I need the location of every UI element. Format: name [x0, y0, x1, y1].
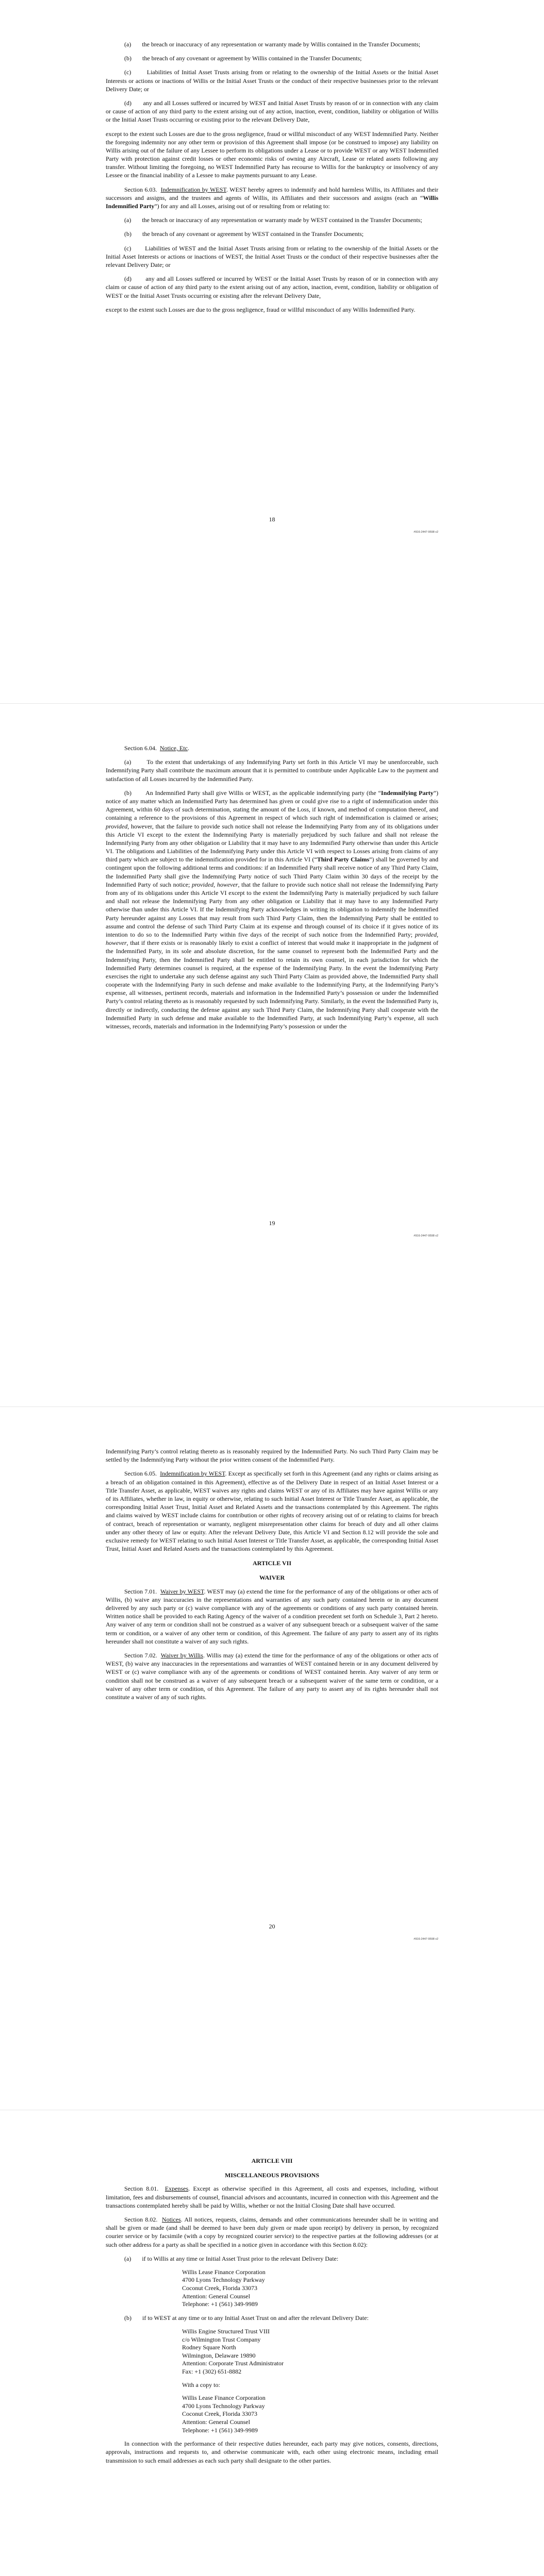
paragraph-except: except to the extent such Losses are due to the gross negligence, fraud or willful misconduct of any Willis Indemnified Party.	[106, 306, 416, 313]
section-text: . All notices, requests, claims, demands and other communications hereunder shall be in writing and shall be given or made (and shall be deemed to have been duly given or made upon receipt) by delivery in person, by recognized courier service or by facsimile (with a copy by recognized courier service) to the respective parties at the following addresses (or at such other address for a party as shall be specified in a notice given in accordance with this Section 8.02):	[106, 2215, 438, 2248]
address-line: 4700 Lyons Technology Parkway	[182, 2276, 265, 2284]
address-line: Attention: General Counsel	[182, 2292, 250, 2300]
text-run: ”) notice of any matter which an Indemnified Party has determined has given or could give rise to a right of indemnification under this Agreement, within 60 days of such determination, stating the amount of the Loss, if known, and method of computation thereof, and containing a reference to the provisions of this Agreement in respect of which such right of indemnification is claimed or arises;	[106, 789, 438, 822]
article-subheading: WAIVER	[259, 1574, 285, 1582]
paragraph-c: (c) Liabilities of WEST and the Initial Asset Trusts arising from or relating to the ownership of the Initial Assets or the Initial Asset Interests or actions or inactions of WEST, the Initial Asset Trusts or the conduct of their respective businesses after the relevant Delivery Date; or	[106, 244, 438, 268]
notice-b: (b) if to WEST at any time or to any Initial Asset Trust on and after the relevant Delivery Date:	[124, 2314, 369, 2321]
address-line: Attention: General Counsel	[182, 2418, 250, 2426]
paragraph-b: (b) the breach of any covenant or agreement by WEST contained in the Transfer Documents;	[124, 230, 364, 238]
section-number: Section 7.02.	[124, 1651, 157, 1659]
address-line: Willis Lease Finance Corporation	[182, 2268, 266, 2276]
address-line: Telephone: +1 (561) 349-9989	[182, 2300, 258, 2308]
page-18	[0, 0, 544, 703]
address-line: Willis Lease Finance Corporation	[182, 2394, 266, 2402]
section-8-01	[106, 2184, 438, 2210]
paragraph-c: (c) Liabilities of Initial Asset Trusts arising from or relating to the ownership of the Initial Assets or the Initial Asset Interests or actions or inactions of Willis or the Initial Asset Trusts or the conduct of their respective businesses prior to the relevant Delivery Date; or	[106, 69, 438, 93]
section-number: Section 8.01.	[124, 2185, 159, 2193]
section-title: Waiver by WEST	[160, 1587, 204, 1595]
text-run: , however, that the failure to provide such notice shall not release the Indemnifying Party from any of its obligations under this Article VI except to the extent the Indemnifying Party is materially prejudiced by such failure and shall not release the Indemnifying Party from any other obligation or Liability that it may have to any Indemnified Party otherwise than under this Article VI. The obligations and Liabilities of the Indemnifying Party under this Article VI with respect to Losses arising from claims of any third party which are subject to the indemnification provided for in this Article VI (“	[106, 822, 438, 863]
section-6-05	[106, 1469, 438, 1553]
page-number: 20	[269, 1923, 275, 1930]
document-id: #916-2447-9598 v2	[414, 1234, 438, 1238]
address-line: Coconut Creek, Florida 33073	[182, 2410, 257, 2418]
paragraph-d: (d) any and all Losses suffered or incurred by WEST and Initial Asset Trusts by reason of or in connection with any claim or cause of action of any third party to the extent arising out of any action, inaction, event, condition, liability or obligation of Willis or the Initial Asset Trusts occurring or existing prior to the relevant Delivery Date,	[106, 99, 438, 124]
section-text: . Except as otherwise specified in this Agreement, all costs and expenses, including, without limitation, fees and disbursements of counsel, financial advisors and accountants, incurred in connection with this Agreement and the transactions contemplated hereby shall be paid by Willis, whether or not the Initial Closing Date shall have occurred.	[106, 2185, 439, 2209]
paragraph-a: (a) the breach or inaccuracy of any representation or warranty made by Willis contained in the Transfer Documents;	[124, 41, 421, 48]
copy-label: With a copy to:	[182, 2381, 220, 2388]
paragraph-a: (a) To the extent that undertakings of any Indemnifying Party set forth in this Article VI may be unenforceable, such Indemnifying Party shall contribute the maximum amount that it is permitted to contribute under Applicable Law to the payment and satisfaction of all Losses incurred by the Indemnified Party.	[106, 758, 438, 783]
paragraph-a: (a) the breach or inaccuracy of any representation or warranty made by WEST contained in the Transfer Documents;	[124, 216, 422, 224]
section-6-03	[106, 185, 438, 211]
section-text: ”) for any and all Losses, arising out of or resulting from or relating to:	[154, 202, 330, 210]
text-run: , that if there exists or is reasonably likely to exist a conflict of interest that would make it inappropriate in the judgment of the Indemnified Party, in its sole and absolute discretion, for the same counsel to represent both the Indemnified Party and the Indemnifying Party, then the Indemnified Party shall be entitled to retain its own counsel, in each jurisdiction for which the Indemnified Party determines counsel is required, at the expense of the Indemnifying Party. In the event the Indemnifying Party exercises the right to undertake any such defense against any such Third Party Claim as provided above, the Indemnified Party shall cooperate with the Indemnifying Party in such defense and make available to the Indemnifying Party, at the Indemnifying Party’s expense, all witnesses, pertinent records, materials and information in the Indemnified Party’s possession or under the Indemnified Party’s control relating thereto as is reasonably requested by such Indemnifying Party. Similarly, in the event the Indemnified Party is, directly or indirectly, conducting the defense against any such Third Party Claim, the Indemnifying Party shall cooperate with the Indemnified Party in such defense and make available to the Indemnified Party, at such Indemnifying Party’s expense, all such witnesses, records, materials and information in the Indemnifying Party’s possession or under the	[106, 939, 438, 1030]
continued-paragraph: Indemnifying Party’s control relating thereto as is reasonably required by the Indemnified Party. No such Third Party Claim may be settled by the Indemnifying Party without the prior written consent of the Indemnified Party.	[106, 1448, 438, 1464]
defined-term: Willis Indemnified Party	[106, 194, 438, 210]
text-run: (b) An Indemnified Party shall give Willis or WEST, as the applicable indemnifying party (the “	[124, 789, 381, 796]
address-block-copy	[182, 2394, 438, 2434]
page-20	[0, 1406, 544, 2110]
defined-term: Indemnifying Party	[381, 789, 434, 796]
text-run: , that the failure to provide such notice shall not release the Indemnifying Party from any of its obligations under this Article VI except to the extent the Indemnifying Party is materially prejudiced by such failure and shall not release the Indemnifying Party from any other obligation or Liability that it may have to any Indemnified Party otherwise than under this Article VI. If the Indemnifying Party acknowledges in writing its obligation to indemnify the Indemnified Party hereunder against any Losses that may result from such Third Party Claim, then the Indemnifying Party shall be entitled to assume and control the defense of such Third Party Claim at its expense and through counsel of its choice if it gives notice of its intention to do so to the Indemnified Party within five days of the receipt of such notice from the Indemnified Party;	[106, 880, 438, 938]
address-line: c/o Wilmington Trust Company	[182, 2335, 261, 2343]
paragraph-except: except to the extent such Losses are due to the gross negligence, fraud or willful misconduct of any WEST Indemnified Party. Neither the foregoing indemnity nor any other term or provision of this Agreement shall impose (or be construed to impose) any liability on Willis arising out of the failure of any Lessee to perform its obligations under a Lease or to provide WEST or any WEST Indemnified Party with protection against credit losses or other economic risks of owning any Aircraft, Lease or related assets following any transfer. Without limiting the foregoing, no WEST Indemnified Party has recourse to Willis for the bankruptcy or insolvency of any Lessee or the financial inability of a Lessee to make payments pursuant to any Lease.	[106, 130, 438, 179]
proviso: provided	[106, 822, 128, 830]
section-title: Notices	[162, 2215, 181, 2223]
address-line: Coconut Creek, Florida 33073	[182, 2284, 257, 2292]
section-text: . Except as specifically set forth in this Agreement (and any rights or claims arising as a breach of an obligation contained in this Agreement), effective as of the Delivery Date in respect of an Initial Asset Interest or a Title Transfer Asset, as applicable, WEST waives any rights and claims WEST or any of its Affiliates may have against Willis or any of its Affiliates, whether in law, in equity or otherwise, relating to such Initial Asset Interest or Title Transfer Asset, as applicable, the corresponding Initial Asset Trust, Initial Asset and Related Assets and the transactions contemplated by this Agreement. The rights and claims waived by WEST include claims for contribution or other rights of recovery arising out of or relating to claims for breach of contract, breach of representation or warranty, negligent misrepresentation other claims for breach of duty and all other claims under any other theory of law or equity. After the relevant Delivery Date, this Article VI and Section 8.12 will provide the sole and exclusive remedy for WEST relating to such Initial Asset Interest or Title Transfer Asset, as applicable, the corresponding Initial Asset Trust, Initial Asset and Related Assets and the transactions contemplated by this Agreement.	[106, 1470, 438, 1553]
address-block-west	[182, 2328, 438, 2376]
address-line: Wilmington, Delaware 19890	[182, 2351, 256, 2359]
section-text: . WEST hereby agrees to indemnify and hold harmless Willis, its Affiliates and their successors and assigns, and the trustees and agents of Willis, its Affiliates and their successors and assigns (each an “	[106, 185, 438, 201]
address-line: Willis Engine Structured Trust VIII	[182, 2328, 270, 2335]
section-title: Indemnification by WEST	[160, 185, 226, 193]
paragraph-d: (d) any and all Losses suffered or incurred by WEST or the Initial Asset Trusts by reason of or in connection with any claim or cause of action of any third party to the extent arising out of any action, inaction, event, condition, liability or obligation of WEST or the Initial Asset Trusts occurring or existing after the relevant Delivery Date,	[106, 275, 438, 299]
notice-a: (a) if to Willis at any time or Initial Asset Trust prior to the relevant Delivery Date:	[124, 2255, 339, 2262]
closing-paragraph: In connection with the performance of their respective duties hereunder, each party may give notices, consents, directions, approvals, instructions and requests to, and otherwise communicate with, each other using electronic means, including email transmission to such email addresses as each such party shall designate to the other parties.	[106, 2440, 438, 2464]
section-7-01	[106, 1587, 438, 1646]
address-line: 4700 Lyons Technology Parkway	[182, 2402, 265, 2410]
article-heading: ARTICLE VIII	[251, 2157, 293, 2164]
address-block-willis	[182, 2268, 438, 2309]
section-text: . Willis may (a) extend the time for the performance of any of the obligations or other acts of WEST, (b) waive any inaccuracies in the representations and warranties of WEST contained herein or in any document delivered by WEST or (c) waive compliance with any of the agreements or conditions of WEST contained herein. Any waiver of any term or condition shall not be construed as a waiver of any subsequent breach or a subsequent waiver of the same term or condition, or a waiver of any other term or condition, of this Agreement. The failure of any party to assert any of its rights hereunder shall not constitute a waiver of any of such rights.	[106, 1651, 439, 1701]
proviso: provided, however	[191, 880, 238, 888]
section-number: Section 7.01.	[124, 1587, 157, 1595]
section-number: Section 8.02.	[124, 2215, 158, 2223]
section-title: Waiver by Willis	[160, 1651, 203, 1659]
defined-term: Third Party Claims	[317, 856, 370, 863]
address-line: Attention: Corporate Trust Administrator	[182, 2360, 284, 2367]
section-number: Section 6.03.	[124, 185, 157, 193]
section-number: Section 6.05.	[124, 1470, 157, 1478]
document-id: #916-2447-9598 v2	[414, 1938, 438, 1941]
document-id: #916-2447-9598 v2	[414, 531, 438, 534]
section-title: Notice, Etc	[160, 744, 188, 752]
page-number: 19	[269, 1219, 275, 1227]
section-title: Expenses	[164, 2185, 189, 2193]
section-text: . WEST may (a) extend the time for the performance of any of the obligations or other acts of Willis, (b) waive any inaccuracies in the representations and warranties of any such party contained herein or in any document delivered by any such party or (c) waive compliance with any of the agreements or conditions of any such party contained herein. Written notice shall be provided to each Rating Agency of the waiver of a condition precedent set forth on Schedule 3, Part 2 hereto. Any waiver of any term or condition shall not be construed as a waiver of any subsequent breach or a subsequent waiver of the same term or condition, or a waiver of any other term or condition, of this Agreement. The failure of any party to assert any of its rights hereunder shall not constitute a waiver of any such rights.	[106, 1587, 439, 1645]
address-line: Telephone: +1 (561) 349-9989	[182, 2426, 258, 2434]
page-21	[0, 2110, 544, 2576]
address-line: Rodney Square North	[182, 2344, 236, 2351]
section-6-04	[106, 744, 438, 752]
article-subheading: MISCELLANEOUS PROVISIONS	[224, 2172, 320, 2179]
article-heading: ARTICLE VII	[252, 1560, 292, 1567]
proviso: provided, however	[106, 930, 438, 947]
text-run: ”) shall be governed by and contingent upon the following additional terms and conditions: if an Indemnified Party shall receive notice of any Third Party Claim, the Indemnified Party shall give the Indemnifying Party notice of such Third Party Claim within 30 days of the receipt by the Indemnified Party of such notice;	[106, 856, 438, 888]
section-title: Indemnification by WEST	[160, 1470, 225, 1478]
address-line: Fax: +1 (302) 651-8882	[182, 2368, 242, 2375]
section-8-02	[106, 2215, 438, 2249]
paragraph-b	[106, 789, 438, 1030]
section-number: Section 6.04.	[124, 744, 157, 752]
page-19	[0, 703, 544, 1406]
section-7-02	[106, 1651, 438, 1701]
page-number: 18	[269, 516, 275, 523]
paragraph-b: (b) the breach of any covenant or agreement by Willis contained in the Transfer Documents;	[124, 55, 362, 62]
section-title-end: .	[187, 744, 189, 752]
